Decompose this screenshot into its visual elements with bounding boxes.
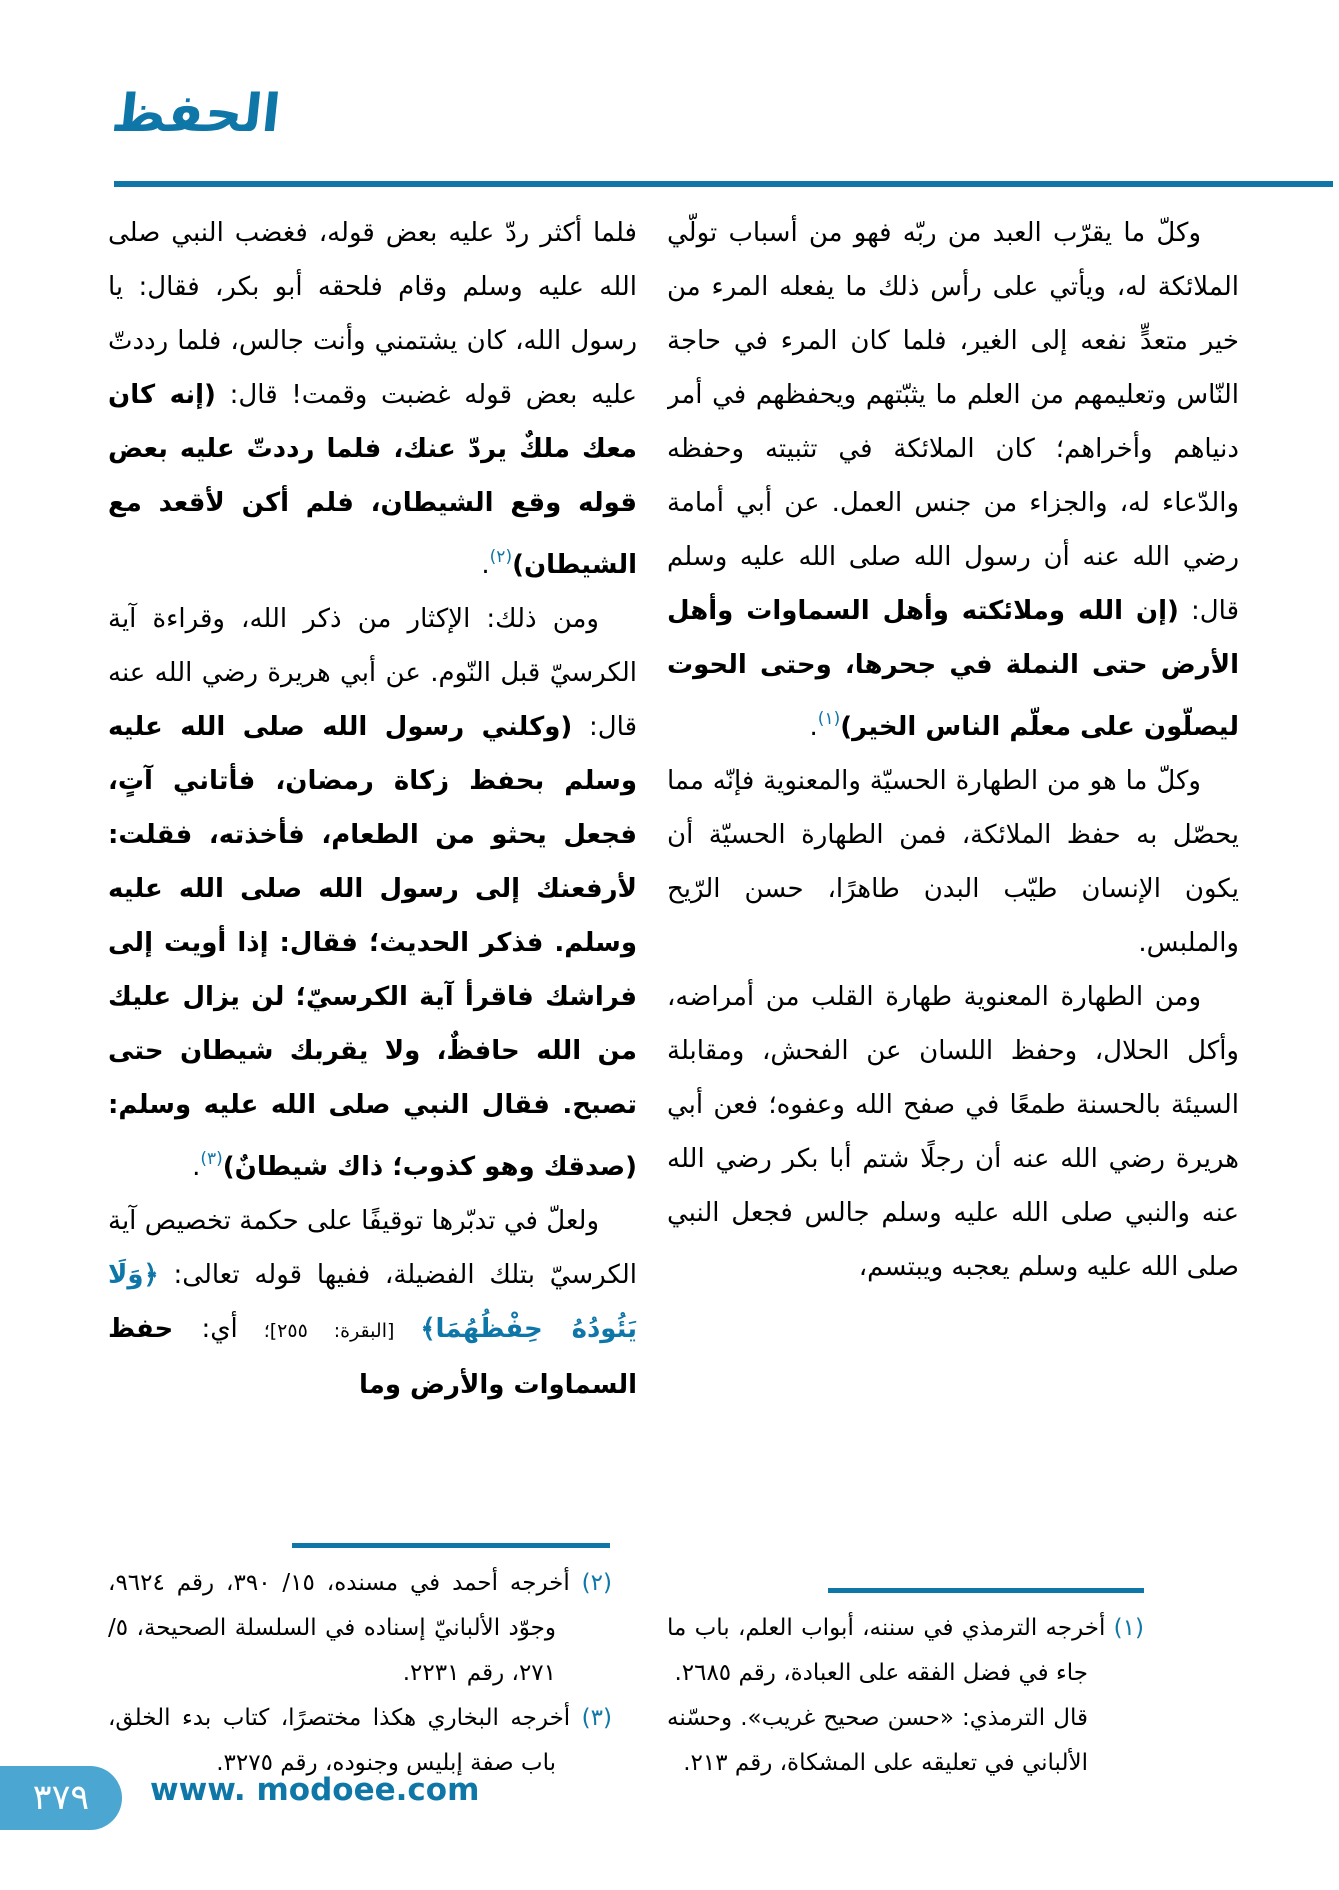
footnote-list-left — [108, 1561, 612, 1786]
paragraph — [108, 1194, 637, 1412]
quran-verse: ﴿وَلَا يَئُودُهُ حِفْظُهُمَا﴾ — [108, 1260, 637, 1344]
body-text-run: ومن ذلك: الإكثار من ذكر الله، وقراءة آية الكرسيّ قبل النّوم. عن أبي هريرة رضي الله عنه قال: — [108, 604, 637, 742]
page-content — [108, 206, 1239, 1786]
verse-reference: [البقرة: ٢٥٥]؛ — [237, 1320, 421, 1342]
hadith-text-run: حفظ السماوات والأرض وما — [108, 1314, 637, 1400]
chapter-title-calligraphy: الحفظ — [108, 84, 284, 144]
footnote-separator — [292, 1543, 610, 1548]
paragraph — [108, 592, 637, 1194]
column-left — [108, 206, 637, 1786]
paragraph — [667, 754, 1239, 970]
footnote-list-right — [667, 1606, 1144, 1786]
body-text-run: . — [192, 1152, 201, 1182]
paragraph — [108, 206, 637, 592]
footnote-area-right — [667, 1588, 1239, 1786]
column-right-body — [667, 206, 1239, 1294]
footnote — [667, 1606, 1144, 1696]
hadith-text-run: (وكلني رسول الله صلى الله عليه وسلم بحفظ زكاة رمضان، فأتاني آتٍ، فجعل يحثو من الطعام، فأخذته، فقلت: لأرفعنك إلى رسول الله صلى الله عليه وسلم. فذكر الحديث؛ فقال: إذا أويت إلى فراشك فاقرأ آية الكرسيّ؛ لن يزال عليك من الله حافظٌ، ولا يقربك شيطان حتى تصبح. فقال النبي صلى الله عليه وسلم: (صدقك وهو كذوب؛ ذاك شيطانٌ) — [108, 712, 637, 1182]
hadith-text-run: (إن الله وملائكته وأهل السماوات وأهل الأرض حتى النملة في جحرها، وحتى الحوت ليصلّون على معلّم الناس الخير) — [667, 596, 1239, 742]
body-text-run: . — [809, 712, 818, 742]
footnote-text: أخرجه البخاري هكذا مختصرًا، كتاب بدء الخلق، باب صفة إبليس وجنوده، رقم ٣٢٧٥. — [108, 1705, 571, 1776]
website-link[interactable]: www. modoee.com — [150, 1772, 480, 1808]
footnote-ref-marker: (٢) — [489, 547, 513, 567]
paragraph — [667, 970, 1239, 1294]
page-number-badge — [0, 1766, 122, 1830]
body-text-run: . — [481, 550, 490, 580]
footnote-ref-marker: (١) — [817, 709, 841, 729]
body-text-run: أي: — [173, 1314, 238, 1344]
footnote-text: قال الترمذي: «حسن صحيح غريب». وحسّنه الألباني في تعليقه على المشكاة، رقم ٢١٣. — [667, 1705, 1088, 1776]
footnote-area-left — [108, 1543, 637, 1786]
footnote-number: (١) — [1105, 1615, 1144, 1641]
footnote — [108, 1561, 612, 1696]
footnote — [667, 1696, 1144, 1786]
column-left-body — [108, 206, 637, 1412]
footnote-number: (٢) — [569, 1570, 612, 1596]
footnote-number: (٣) — [570, 1705, 612, 1731]
body-text-run: وكلّ ما هو من الطهارة الحسيّة والمعنوية فإنّه مما يحصّل به حفظ الملائكة، فمن الطهارة الحسيّة أن يكون الإنسان طيّب البدن طاهرًا، حسن الرّيح والملبس. — [667, 766, 1239, 958]
body-text-run: وكلّ ما يقرّب العبد من ربّه فهو من أسباب تولّي الملائكة له، ويأتي على رأس ذلك ما يفعله المرء من خير متعدٍّ نفعه إلى الغير، فلما كان المرء في حاجة النّاس وتعليمهم من العلم ما يثبّتهم ويحفظهم في أمر دنياهم وأخراهم؛ كان الملائكة في تثبيته وحفظه والدّعاء له، والجزاء من جنس العمل. عن أبي أمامة رضي الله عنه أن رسول الله صلى الله عليه وسلم قال: — [667, 218, 1239, 626]
page-number: ٣٧٩ — [32, 1778, 90, 1818]
footnote-text: أخرجه أحمد في مسنده، ١٥/ ٣٩٠، رقم ٩٦٢٤، وجوّد الألبانيّ إسناده في السلسلة الصحيحة، ٥/ ٢٧١، رقم ٢٢٣١. — [108, 1570, 570, 1686]
body-text-run: ومن الطهارة المعنوية طهارة القلب من أمراضه، وأكل الحلال، وحفظ اللسان عن الفحش، ومقابلة السيئة بالحسنة طمعًا في صفح الله وعفوه؛ فعن أبي هريرة رضي الله عنه أن رجلًا شتم أبا بكر رضي الله عنه والنبي صلى الله عليه وسلم جالس فجعل النبي صلى الله عليه وسلم يعجبه ويبتسم، — [667, 982, 1239, 1282]
body-text-run: ولعلّ في تدبّرها توقيفًا على حكمة تخصيص آية الكرسيّ بتلك الفضيلة، ففيها قوله تعالى: — [108, 1206, 637, 1290]
footnote-ref-marker: (٣) — [200, 1149, 223, 1169]
footnote-separator — [828, 1588, 1144, 1593]
paragraph — [667, 206, 1239, 754]
footnote-text: أخرجه الترمذي في سننه، أبواب العلم، باب ما جاء في فضل الفقه على العبادة، رقم ٢٦٨٥. — [667, 1615, 1106, 1686]
column-right — [667, 206, 1239, 1786]
header-rule — [114, 181, 1333, 187]
hadith-text-run: (إنه كان معك ملكٌ يردّ عنك، فلما رددتّ عليه بعض قوله وقع الشيطان، فلم أكن لأقعد مع الشيطان) — [108, 380, 637, 580]
body-text-run: فلما أكثر ردّ عليه بعض قوله، فغضب النبي صلى الله عليه وسلم وقام فلحقه أبو بكر، فقال: يا رسول الله، كان يشتمني وأنت جالس، فلما رددتّ عليه بعض قوله غضبت وقمت! قال: — [108, 218, 637, 410]
